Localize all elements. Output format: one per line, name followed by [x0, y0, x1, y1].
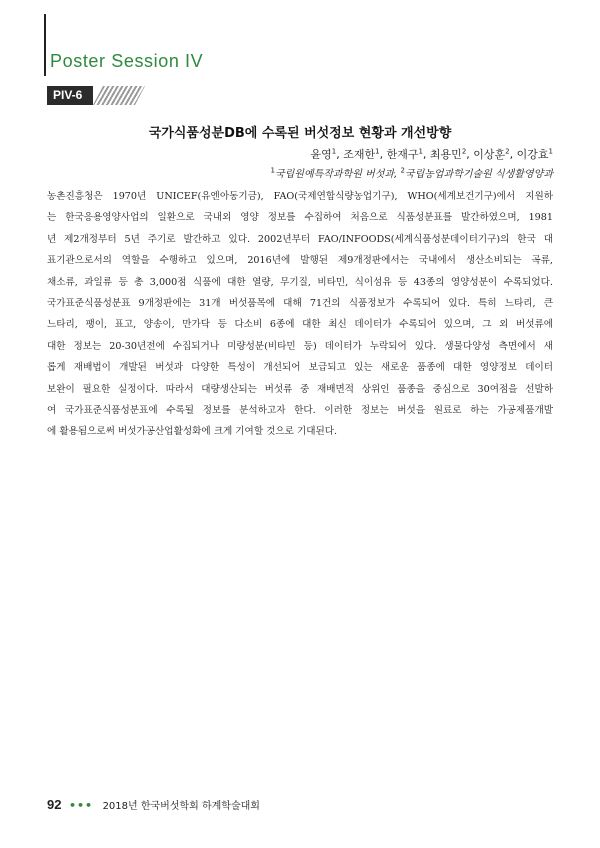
- author-affiliation-mark: 2: [461, 147, 467, 156]
- badge-label: PIV-6: [47, 86, 93, 105]
- author-name: 최용민: [429, 148, 462, 161]
- abstract-line: 보완이 필요한 실정이다. 따라서 대량생산되는 버섯류 중 재배면적 상위인 품종을 중심으로 30여점을 선발하: [47, 383, 553, 395]
- abstract-line: 대한 정보는 20-30년전에 수집되거나 미량성분(비타민 등) 데이터가 누락되어 있다. 생물다양성 측면에서 새: [47, 340, 553, 352]
- header-left-rule: [44, 14, 46, 76]
- abstract-line: 국가표준식품성분표 9개정판에는 31개 버섯품목에 대해 71건의 식품정보가 수록되어 있다. 특히 느타리, 큰: [47, 298, 553, 310]
- author-name: 이강효: [516, 148, 549, 161]
- author-name: 한재구: [386, 148, 419, 161]
- session-title: Poster Session IV: [50, 51, 204, 71]
- author-affiliation-mark: 1: [418, 147, 423, 156]
- page-number: 92: [47, 797, 62, 812]
- author-separator: ,: [466, 148, 474, 161]
- affiliation-name: 국립원예특작과학원 버섯과: [274, 169, 395, 180]
- abstract-line: 년 제2개정부터 5년 주기로 발간하고 있다. 2002년부터 FAO/INFOODS(세계식품성분데이터기구)의 한국 대: [47, 233, 553, 245]
- abstract-line: 표기관으로서의 역할을 수행하고 있으며, 2016년에 발행된 제9개정판에서는 국내에서 생산소비되는 곡류,: [47, 255, 553, 267]
- badge-stripes-decoration: [93, 86, 145, 105]
- abstract-line: 느타리, 팽이, 표고, 양송이, 만가닥 등 다소비 6종에 대한 최신 데이터가 수록되어 있으며, 그 외 버섯류에: [47, 319, 553, 331]
- affiliation-list: [271, 165, 554, 180]
- author-separator: ,: [422, 148, 430, 161]
- abstract-line: 여 국가표준식품성분표에 수록될 정보를 분석하고자 한다. 이러한 정보는 버섯을 원료로 하는 가공제품개발: [47, 405, 553, 417]
- abstract-line: 채소류, 과일류 등 총 3,000점 식품에 대한 열량, 무기질, 비타민, 식이섬유 등 43종의 영양성분이 수록되었다.: [47, 276, 553, 288]
- abstract-line: 에 활용됨으로써 버섯가공산업활성화에 크게 기여할 것으로 기대된다.: [47, 426, 338, 438]
- affiliation-mark: 1: [270, 166, 275, 175]
- affiliation-name: 국립농업과학기술원 식생활영양과: [404, 169, 553, 180]
- abstract-line: 는 한국응용영양사업의 일환으로 국내외 영양 정보를 수집하여 처음으로 식품성분표를 발간하였으며, 1981: [47, 212, 553, 224]
- author-affiliation-mark: 1: [375, 147, 380, 156]
- author-name: 윤영: [310, 148, 332, 161]
- abstract-line: 농촌진흥청은 1970년 UNICEF(유엔아동기금), FAO(국제연합식량농업기구), WHO(세계보건기구)에서 지원하: [47, 191, 553, 202]
- footer-dots: •••: [68, 799, 94, 812]
- session-badge: [47, 86, 147, 105]
- author-list: [310, 146, 553, 162]
- affiliation-separator: ,: [394, 169, 401, 180]
- conference-name: 2018년 한국버섯학회 하계학술대회: [102, 801, 260, 812]
- author-separator: ,: [379, 148, 387, 161]
- page-footer: [47, 797, 260, 812]
- abstract-body: [47, 186, 553, 443]
- author-name: 조재한: [343, 148, 376, 161]
- author-affiliation-mark: 1: [331, 147, 337, 156]
- paper-title: 국가식품성분DB에 수록된 버섯정보 현황과 개선방향: [148, 126, 452, 141]
- author-affiliation-mark: 2: [505, 147, 510, 156]
- author-name: 이상훈: [473, 148, 506, 161]
- author-separator: ,: [336, 148, 344, 161]
- author-separator: ,: [509, 148, 517, 161]
- author-affiliation-mark: 1: [548, 147, 553, 156]
- affiliation-mark: 2: [400, 166, 405, 175]
- abstract-line: 롭게 재배법이 개발된 버섯과 다양한 특성이 개선되어 보급되고 있는 새로운 품종에 대한 영양정보 데이터: [47, 362, 553, 374]
